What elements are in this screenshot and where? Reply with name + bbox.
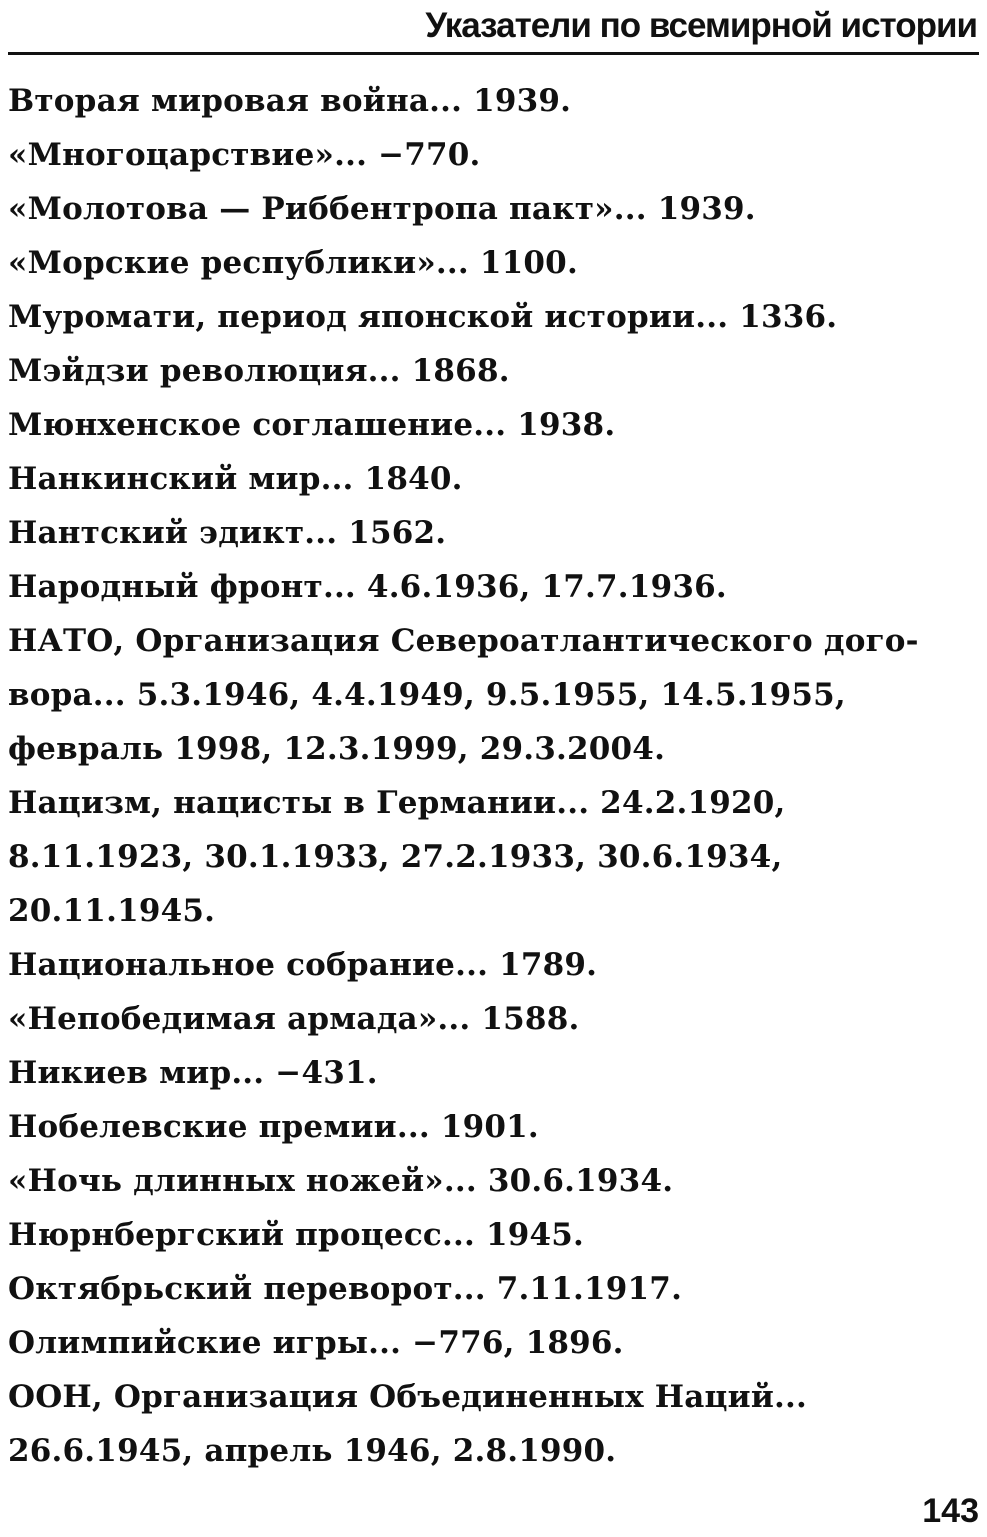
index-entry-line: Нанкинский мир... 1840. <box>8 461 463 497</box>
index-entry <box>8 1208 978 1262</box>
index-entry <box>8 776 978 938</box>
index-entry-line: Нацизм, нацисты в Германии... 24.2.1920, <box>8 785 786 821</box>
index-entry-line: Мэйдзи революция... 1868. <box>8 353 510 389</box>
index-entry <box>8 236 978 290</box>
index-entries-list <box>8 74 978 1478</box>
index-entry <box>8 452 978 506</box>
index-entry <box>8 1046 978 1100</box>
index-entry-line: февраль 1998, 12.3.1999, 29.3.2004. <box>8 731 666 767</box>
index-entry-line: ООН, Организация Объединенных Наций... <box>8 1379 808 1415</box>
index-entry <box>8 1316 978 1370</box>
page-number: 143 <box>922 1492 979 1530</box>
index-entry-line: Нюрнбергский процесс... 1945. <box>8 1217 585 1253</box>
index-entry <box>8 560 978 614</box>
index-entry-line: Олимпийские игры... −776, 1896. <box>8 1325 624 1361</box>
index-entry-line: Никиев мир... −431. <box>8 1055 378 1091</box>
index-entry-line: Муромати, период японской истории... 1336. <box>8 299 838 335</box>
index-entry-line: Октябрьский переворот... 7.11.1917. <box>8 1271 683 1307</box>
index-entry <box>8 182 978 236</box>
index-entry-line: «Ночь длинных ножей»... 30.6.1934. <box>8 1163 674 1199</box>
index-entry-line: Народный фронт... 4.6.1936, 17.7.1936. <box>8 569 727 605</box>
index-entry <box>8 614 978 776</box>
index-entry-line: «Морские республики»... 1100. <box>8 245 578 281</box>
index-entry-line: Вторая мировая война... 1939. <box>8 83 572 119</box>
index-entry <box>8 1262 978 1316</box>
index-entry <box>8 1370 978 1478</box>
index-entry <box>8 290 978 344</box>
index-entry-line: 20.11.1945. <box>8 893 216 929</box>
index-entry-line: Мюнхенское соглашение... 1938. <box>8 407 616 443</box>
index-entry <box>8 506 978 560</box>
index-entry <box>8 992 978 1046</box>
index-entry-line: Национальное собрание... 1789. <box>8 947 598 983</box>
index-entry <box>8 938 978 992</box>
index-entry <box>8 74 978 128</box>
index-entry-line: 26.6.1945, апрель 1946, 2.8.1990. <box>8 1433 617 1469</box>
index-entry-line: «Многоцарствие»... −770. <box>8 137 481 173</box>
index-entry-line: Нантский эдикт... 1562. <box>8 515 447 551</box>
index-entry <box>8 344 978 398</box>
index-entry-line: 8.11.1923, 30.1.1933, 27.2.1933, 30.6.1934, <box>8 839 783 875</box>
running-header <box>8 0 979 55</box>
index-entry <box>8 128 978 182</box>
index-entry <box>8 1154 978 1208</box>
index-entry-line: НАТО, Организация Североатлантического дого- <box>8 623 919 659</box>
index-entry-line: «Молотова — Риббентропа пакт»... 1939. <box>8 191 756 227</box>
index-entry <box>8 398 978 452</box>
index-entry-line: «Непобедимая армада»... 1588. <box>8 1001 580 1037</box>
index-entry <box>8 1100 978 1154</box>
header-title: Указатели по всемирной истории <box>425 6 977 45</box>
index-entry-line: Нобелевские премии... 1901. <box>8 1109 539 1145</box>
index-entry-line: вора... 5.3.1946, 4.4.1949, 9.5.1955, 14.5.1955, <box>8 677 846 713</box>
